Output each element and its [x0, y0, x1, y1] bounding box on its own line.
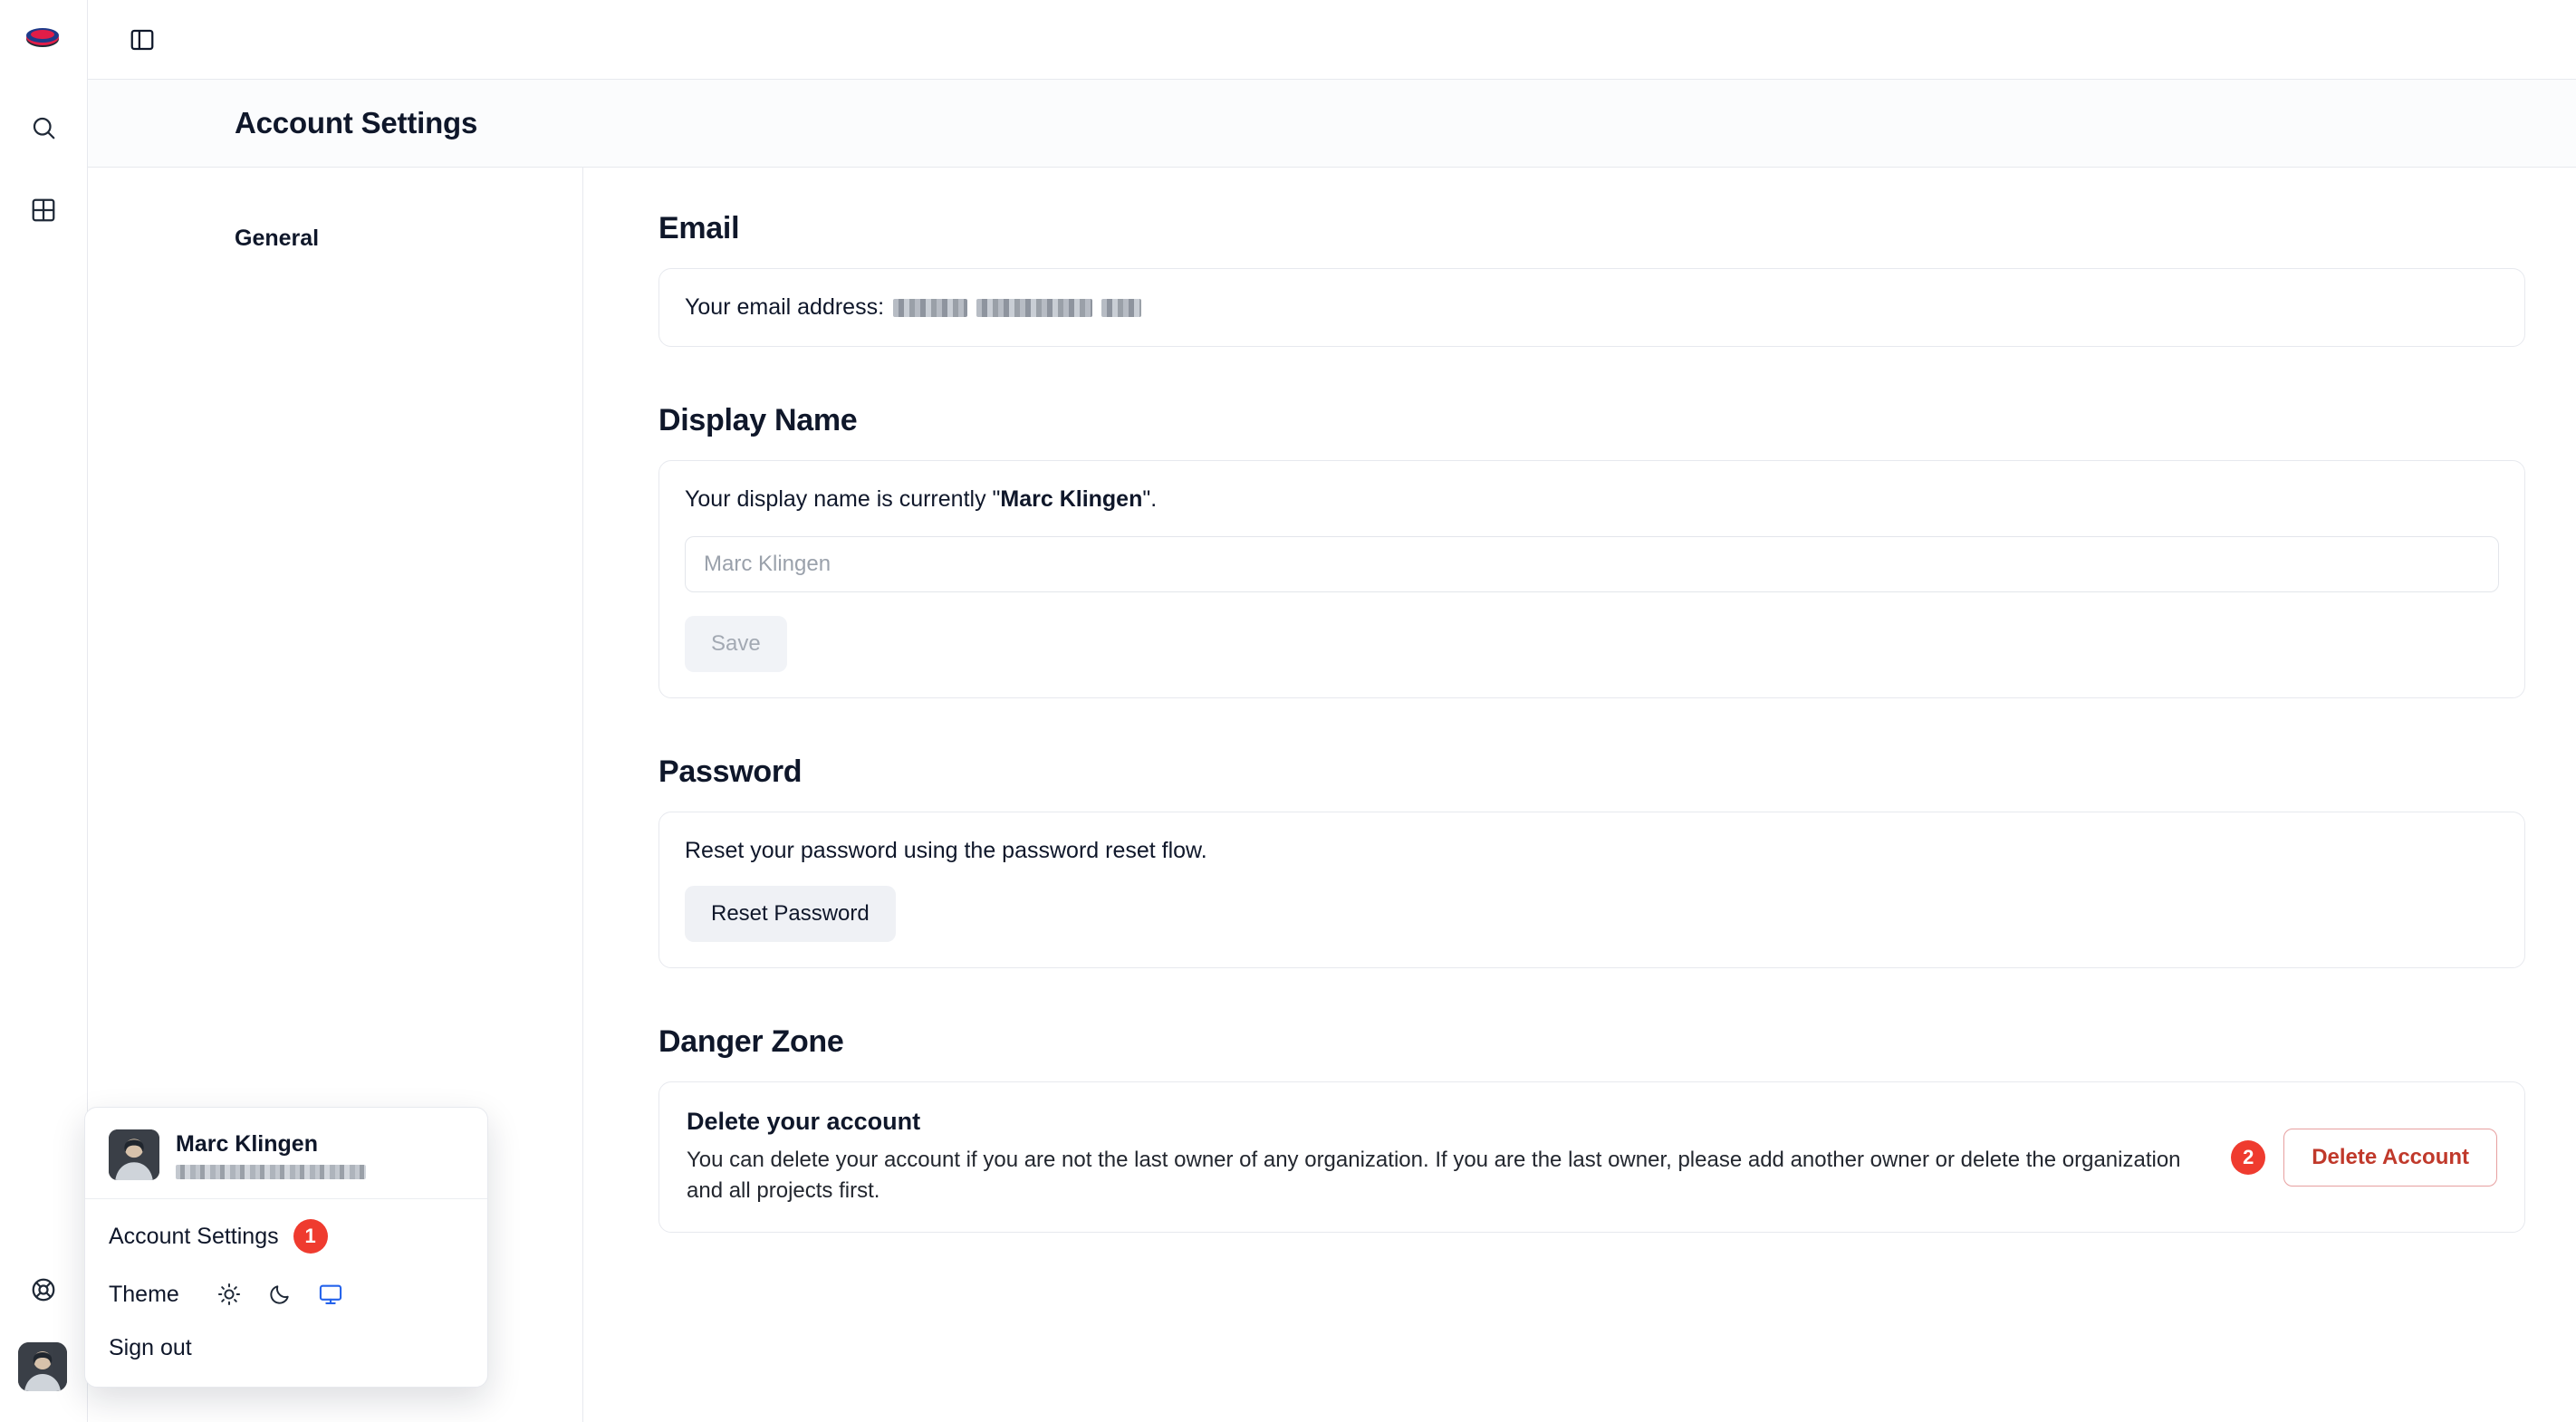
sun-icon[interactable]	[214, 1279, 245, 1310]
save-button[interactable]: Save	[685, 616, 787, 672]
email-section-title: Email	[658, 211, 740, 245]
popover-user-info	[176, 1131, 366, 1179]
delete-account-title: Delete your account	[687, 1108, 921, 1135]
moon-icon[interactable]	[264, 1279, 295, 1310]
langfuse-logo-icon[interactable]	[22, 18, 63, 60]
popover-item-account-settings[interactable]	[85, 1206, 487, 1266]
email-label: Your email address:	[685, 294, 885, 320]
sidebar-toggle-icon[interactable]	[117, 14, 168, 65]
email-redacted-part-2	[976, 299, 1092, 317]
delete-account-actions	[2231, 1129, 2497, 1187]
popover-avatar	[109, 1129, 159, 1180]
danger-zone-section-title: Danger Zone	[658, 1024, 844, 1059]
display-name-current-prefix: Your display name is currently "	[685, 486, 1001, 512]
delete-account-text	[687, 1108, 2206, 1206]
email-redacted-part-3	[1101, 299, 1141, 317]
password-section-title: Password	[658, 754, 803, 789]
account-menu-popover	[84, 1107, 488, 1388]
email-redacted-part-1	[893, 299, 967, 317]
display-name-input[interactable]	[685, 536, 2499, 592]
subnav-item-general[interactable]: General	[235, 226, 320, 251]
popover-sign-out-label: Sign out	[109, 1335, 192, 1360]
search-icon[interactable]	[22, 106, 65, 149]
page-title: Account Settings	[235, 106, 478, 139]
delete-account-card	[658, 1081, 2525, 1233]
step-badge-1: 1	[293, 1219, 328, 1254]
popover-user-email-redacted	[176, 1165, 366, 1179]
settings-content	[583, 168, 2576, 1422]
password-card	[658, 812, 2525, 968]
popover-divider	[85, 1198, 487, 1199]
display-name-current-suffix: ".	[1142, 486, 1158, 512]
reset-password-button[interactable]: Reset Password	[685, 886, 896, 942]
step-badge-2: 2	[2231, 1140, 2265, 1175]
page-header	[88, 80, 2576, 168]
projects-grid-icon[interactable]	[22, 188, 65, 232]
email-row	[685, 294, 2499, 321]
popover-theme-label: Theme	[109, 1281, 179, 1307]
popover-user-name: Marc Klingen	[176, 1130, 318, 1157]
support-icon[interactable]	[22, 1268, 65, 1312]
display-name-card	[658, 460, 2525, 698]
popover-account-settings-label: Account Settings	[109, 1223, 279, 1249]
popover-user	[85, 1126, 487, 1198]
avatar[interactable]	[18, 1342, 67, 1391]
top-bar	[88, 0, 2576, 80]
delete-account-description: You can delete your account if you are not the last owner of any organization. If you are the last owner, please add another owner or delete the organization and all projects first.	[687, 1148, 2181, 1204]
popover-item-theme	[85, 1266, 487, 1322]
popover-item-sign-out[interactable]	[85, 1322, 487, 1374]
monitor-icon[interactable]	[315, 1279, 346, 1310]
email-card	[658, 268, 2525, 347]
icon-rail	[0, 0, 88, 1422]
display-name-section-title: Display Name	[658, 403, 858, 437]
delete-account-button[interactable]: Delete Account	[2283, 1129, 2497, 1187]
display-name-current	[685, 486, 2499, 513]
display-name-current-value: Marc Klingen	[1000, 486, 1143, 512]
theme-options	[214, 1279, 346, 1310]
password-description: Reset your password using the password reset flow.	[685, 838, 1207, 863]
